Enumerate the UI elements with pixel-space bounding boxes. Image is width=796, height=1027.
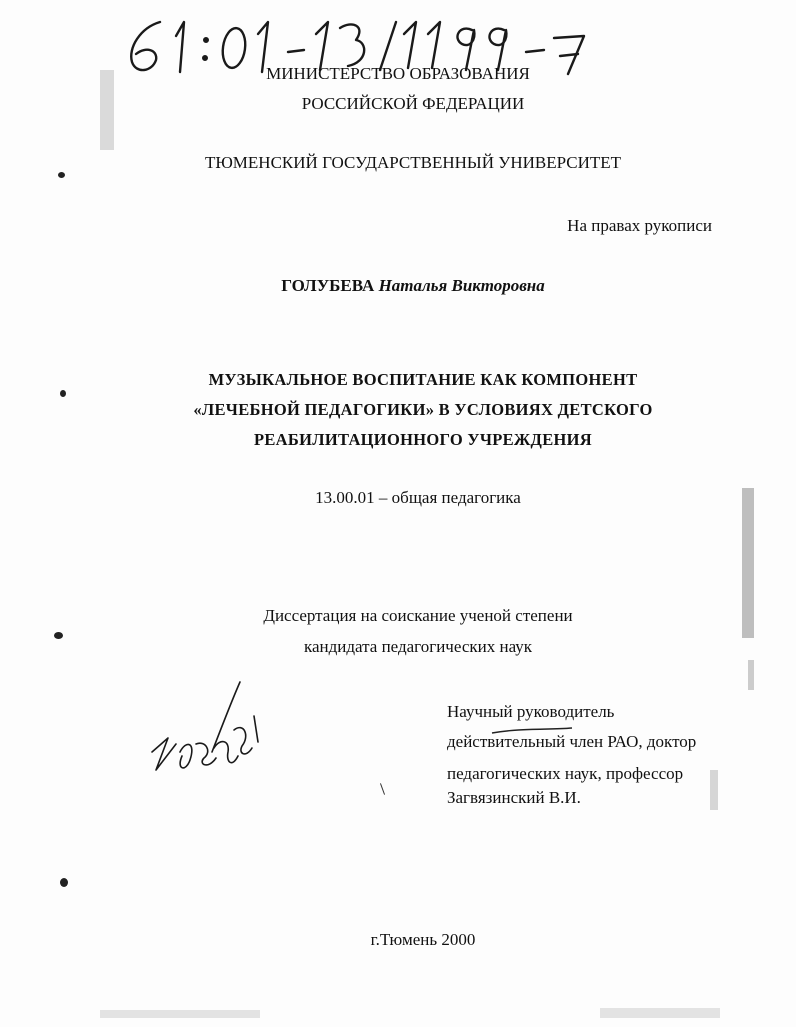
author-surname: ГОЛУБЕВА [281, 276, 375, 295]
manuscript-rights-note: На правах рукописи [567, 216, 712, 235]
supervisor-line-1: Научный руководитель [447, 702, 615, 721]
title-line-2: «ЛЕЧЕБНОЙ ПЕДАГОГИКИ» В УСЛОВИЯХ ДЕТСКОГО [193, 400, 653, 419]
title-line-1: МУЗЫКАЛЬНОЕ ВОСПИТАНИЕ КАК КОМПОНЕНТ [208, 370, 638, 389]
city-and-year: г.Тюмень 2000 [370, 930, 476, 949]
supervisor-line-2: действительный член РАО, доктор [447, 732, 697, 751]
title-line-3: РЕАБИЛИТАЦИОННОГО УЧРЕЖДЕНИЯ [254, 430, 592, 449]
ministry-line-1: МИНИСТЕРСТВО ОБРАЗОВАНИЯ [266, 64, 530, 83]
specialty-code: 13.00.01 – общая педагогика [315, 488, 521, 507]
supervisor-line-3: педагогических наук, профессор [447, 764, 684, 783]
ministry-line-2: РОССИЙСКОЙ ФЕДЕРАЦИИ [301, 94, 525, 113]
university-name: ТЮМЕНСКИЙ ГОСУДАРСТВЕННЫЙ УНИВЕРСИТЕТ [204, 153, 622, 172]
author-given-names: Наталья Викторовна [378, 276, 545, 295]
dissertation-degree-line-2: кандидата педагогических наук [303, 637, 533, 656]
dissertation-degree-line-1: Диссертация на соискание ученой степени [263, 606, 573, 625]
supervisor-line-4: Загвязинский В.И. [447, 788, 581, 807]
